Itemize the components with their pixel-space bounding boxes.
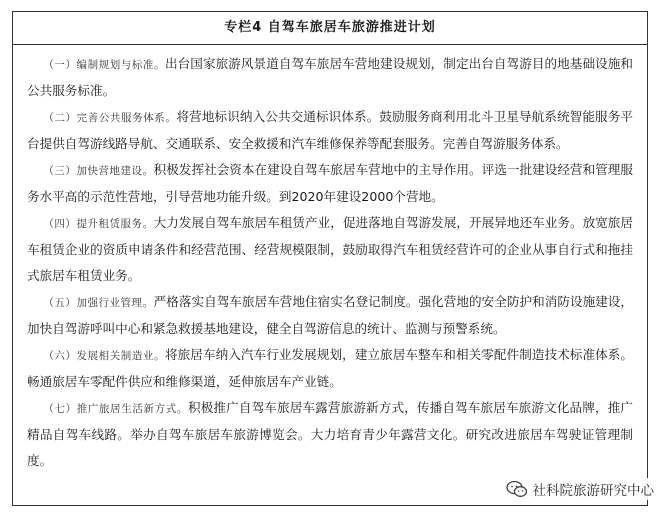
paragraph-body: 严格落实自驾车旅居车营地住宿实名登记制度。强化营地的安全防护和消防设施建设，加快自驾游呼叫中心和紧急救援基地建设，健全自驾游信息的统计、监测与预警系统。	[27, 294, 634, 336]
paragraph-body: 出台国家旅游风景道自驾车旅居车营地建设规划，制定出台自驾游目的地基础设施和公共服务标准。	[27, 56, 634, 98]
paragraph-body: 大力发展自驾车旅居车租赁产业，促进落地自驾游发展，开展异地还车业务。放宽旅居车租赁企业的资质申请条件和经营范围、经营规模限制，鼓励取得汽车租赁经营许可的企业从事自行式和拖挂式旅居车租赁业务。	[27, 215, 634, 283]
paragraph-lead: （三）加快营地建设。	[43, 165, 154, 177]
paragraph-2	[27, 104, 633, 157]
column-box	[12, 11, 648, 506]
wechat-icon	[506, 480, 528, 498]
paragraph-lead: （二）完善公共服务体系。	[43, 112, 177, 124]
paragraph-lead: （五）加强行业管理。	[43, 297, 154, 309]
paragraph-lead: （一）编制规划与标准。	[43, 59, 165, 71]
column-content	[13, 45, 647, 474]
paragraph-7	[27, 395, 633, 474]
paragraph-3	[27, 157, 633, 210]
column-title: 专栏4 自驾车旅居车旅游推进计划	[13, 12, 647, 45]
paragraph-lead: （四）提升租赁服务。	[43, 218, 154, 230]
paragraph-1	[27, 51, 633, 104]
paragraph-body: 积极发挥社会资本在建设自驾车旅居车营地中的主导作用。评选一批建设经营和管理服务水平高的示范性营地，引导营地功能升级。到2020年建设2000个营地。	[27, 162, 634, 204]
paragraph-4	[27, 210, 633, 289]
paragraph-6	[27, 342, 633, 395]
watermark	[503, 478, 658, 500]
paragraph-5	[27, 289, 633, 342]
paragraph-body: 将营地标识纳入公共交通标识体系。鼓励服务商利用北斗卫星导航系统智能服务平台提供自驾游线路导航、交通联系、安全救援和汽车维修保养等配套服务。完善自驾游服务体系。	[27, 109, 634, 151]
paragraph-lead: （六）发展相关制造业。	[43, 350, 165, 362]
paragraph-body: 积极推广自驾车旅居车露营旅游新方式，传播自驾车旅居车旅游文化品牌，推广精品自驾车线路。举办自驾车旅居车旅游博览会。大力培育青少年露营文化。研究改进旅居车驾驶证管理制度。	[27, 400, 634, 468]
paragraph-lead: （七）推广旅居生活新方式。	[43, 403, 188, 415]
paragraph-body: 将旅居车纳入汽车行业发展规划，建立旅居车整车和相关零配件制造技术标准体系。畅通旅居车零配件供应和维修渠道，延伸旅居车产业链。	[27, 347, 634, 389]
watermark-text: 社科院旅游研究中心	[532, 483, 654, 499]
